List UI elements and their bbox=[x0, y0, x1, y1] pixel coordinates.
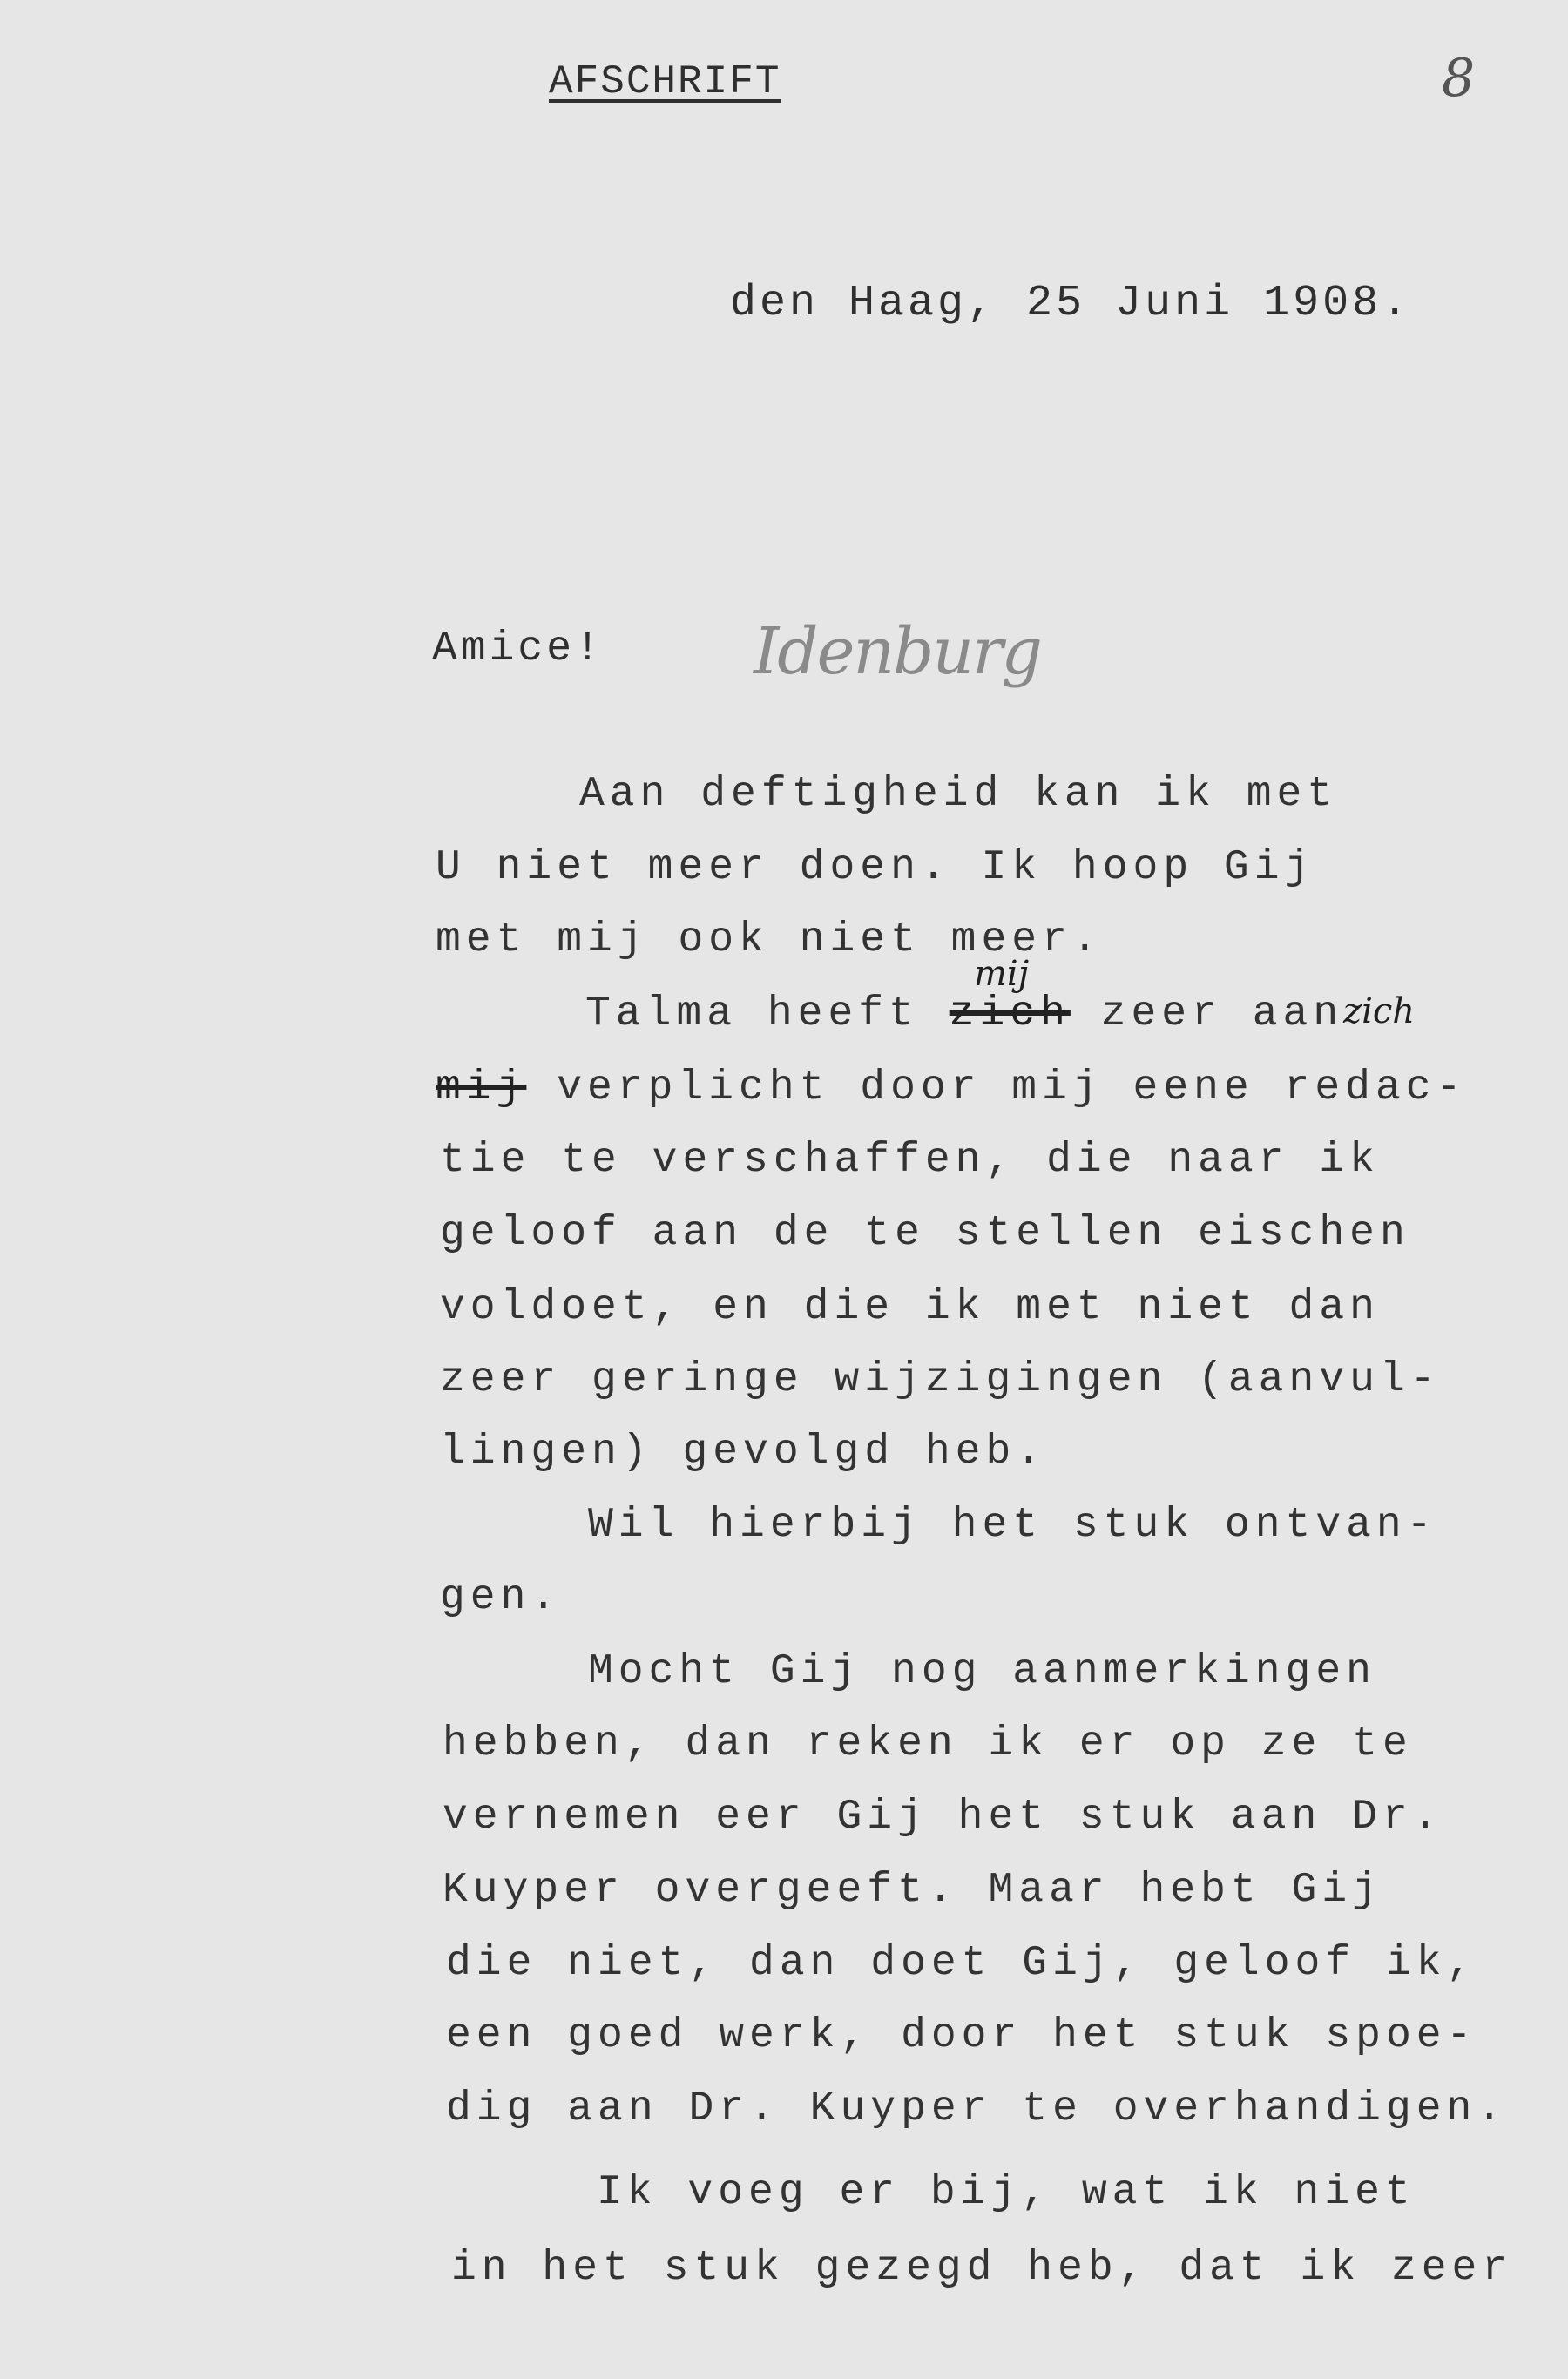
body-line: tie te verschaffen, die naar ik bbox=[440, 1137, 1380, 1184]
body-line: Kuyper overgeeft. Maar hebt Gij bbox=[443, 1867, 1382, 1914]
body-line: dig aan Dr. Kuyper te overhandigen. bbox=[446, 2085, 1508, 2132]
body-line: die niet, dan doet Gij, geloof ik, bbox=[446, 1940, 1477, 1987]
body-line: Wil hierbij het stuk ontvan- bbox=[588, 1502, 1437, 1549]
handwritten-insertion: mij bbox=[974, 954, 1030, 994]
body-line: een goed werk, door het stuk spoe- bbox=[446, 2012, 1477, 2059]
body-line: Aan deftigheid kan ik met bbox=[579, 771, 1338, 818]
body-line: hebben, dan reken ik er op ze te bbox=[443, 1720, 1413, 1767]
handwritten-name-annotation: Idenburg bbox=[754, 614, 1041, 689]
text-segment: zeer aan bbox=[1070, 990, 1344, 1037]
body-line: in het stuk gezegd heb, dat ik zeer bbox=[451, 2245, 1513, 2292]
body-line-with-correction bbox=[436, 1064, 1467, 1112]
body-line-with-correction bbox=[585, 990, 1344, 1037]
struck-word: mij bbox=[436, 1064, 527, 1112]
body-line: lingen) gevolgd heb. bbox=[440, 1429, 1047, 1476]
struck-word: zich bbox=[949, 990, 1071, 1037]
text-segment: Talma heeft bbox=[585, 990, 950, 1037]
text-segment: verplicht door mij eene redac- bbox=[526, 1064, 1467, 1112]
document-heading: AFSCHRIFT bbox=[549, 59, 781, 105]
page-number: 8 bbox=[1442, 48, 1476, 109]
body-line: gen. bbox=[440, 1574, 562, 1621]
body-line: met mij ook niet meer. bbox=[436, 916, 1103, 963]
body-line: voldoet, en die ik met niet dan bbox=[440, 1284, 1380, 1331]
salutation: Amice! bbox=[432, 625, 604, 672]
body-line: geloof aan de te stellen eischen bbox=[440, 1210, 1410, 1257]
body-line: zeer geringe wijzigingen (aanvul- bbox=[440, 1356, 1441, 1403]
body-line: U niet meer doen. Ik hoop Gij bbox=[436, 844, 1315, 891]
handwritten-insertion: zich bbox=[1343, 991, 1416, 1031]
body-line: Mocht Gij nog aanmerkingen bbox=[588, 1648, 1376, 1695]
dateline: den Haag, 25 Juni 1908. bbox=[730, 279, 1412, 328]
body-line: vernemen eer Gij het stuk aan Dr. bbox=[443, 1794, 1443, 1841]
body-line: Ik voeg er bij, wat ik niet bbox=[597, 2169, 1416, 2216]
